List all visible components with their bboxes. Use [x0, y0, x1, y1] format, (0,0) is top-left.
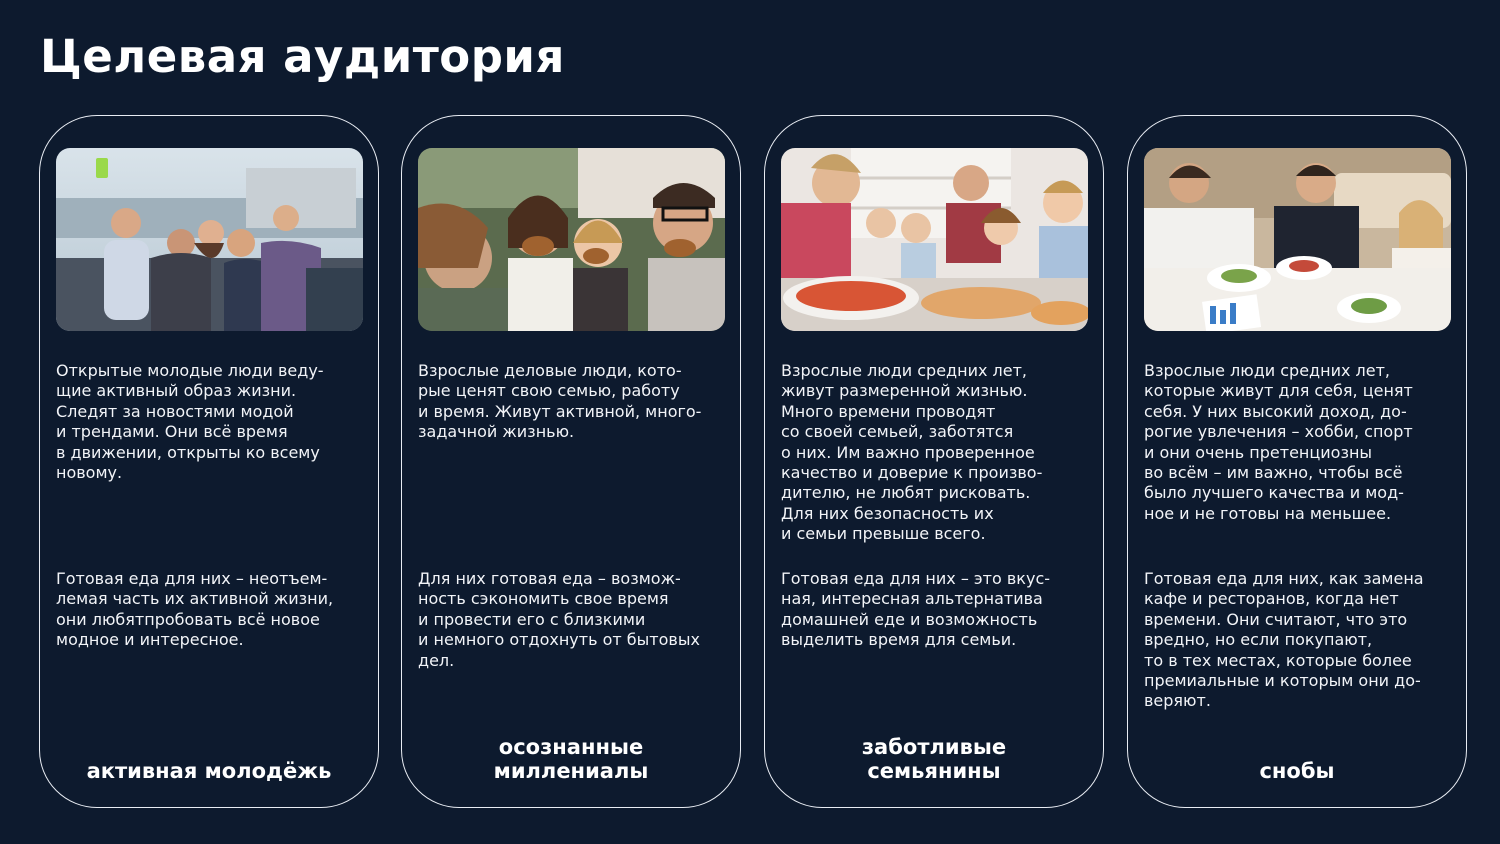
ready-food-attitude: Для них готовая еда – возмож- ность сэкономить свое время и провести его с близкими и немного отдохнуть от бытовых дел.: [418, 569, 700, 670]
photo-family-eating-burgers: [418, 148, 725, 331]
audience-label: заботливые семьянины: [861, 735, 1007, 783]
audience-card-snobs: [1127, 115, 1467, 808]
audience-label: осознанные миллениалы: [493, 735, 649, 783]
audience-description: Взрослые деловые люди, кото- рые ценят свою семью, работу и время. Живут активной, много- задачной жизнью.: [418, 361, 702, 442]
audience-description: Взрослые люди средних лет, живут размеренной жизнью. Много времени проводят со своей семьей, заботятся о них. Им важно проверенное качество и доверие к произво- дителю, не любят рисковать. Для них безопасность их и семьи превыше всего.: [781, 361, 1043, 544]
ready-food-attitude: Готовая еда для них – неотъем- лемая часть их активной жизни, они любятпробовать всё новое модное и интересное.: [56, 569, 334, 650]
audience-card-active-youth: [39, 115, 379, 808]
ready-food-attitude: Готовая еда для них, как замена кафе и ресторанов, когда нет времени. Они считают, что это вредно, но если покупают, то в тех местах, которые более премиальные и которым они до- веряют.: [1144, 569, 1424, 711]
audience-description: Открытые молодые люди веду- щие активный образ жизни. Следят за новостями модой и трендами. Они всё время в движении, открыты ко всему новому.: [56, 361, 324, 483]
page-title: Целевая аудитория: [40, 30, 565, 83]
ready-food-attitude: Готовая еда для них – это вкус- ная, интересная альтернатива домашней еде и возможность выделить время для семьи.: [781, 569, 1051, 650]
audience-card-millennials: [401, 115, 741, 808]
audience-label: снобы: [1259, 759, 1335, 783]
audience-card-caring-families: [764, 115, 1104, 808]
photo-business-lunch: [1144, 148, 1451, 331]
audience-label: активная молодёжь: [86, 759, 332, 783]
photo-friends-selfie: [56, 148, 363, 331]
photo-family-making-pizza: [781, 148, 1088, 331]
audience-description: Взрослые люди средних лет, которые живут для себя, ценят себя. У них высокий доход, до- рогие увлечения – хобби, спорт и они очень претенциозны во всём – им важно, чтобы всё было лучшего качества и мод- ное и не готовы на меньшее.: [1144, 361, 1413, 523]
